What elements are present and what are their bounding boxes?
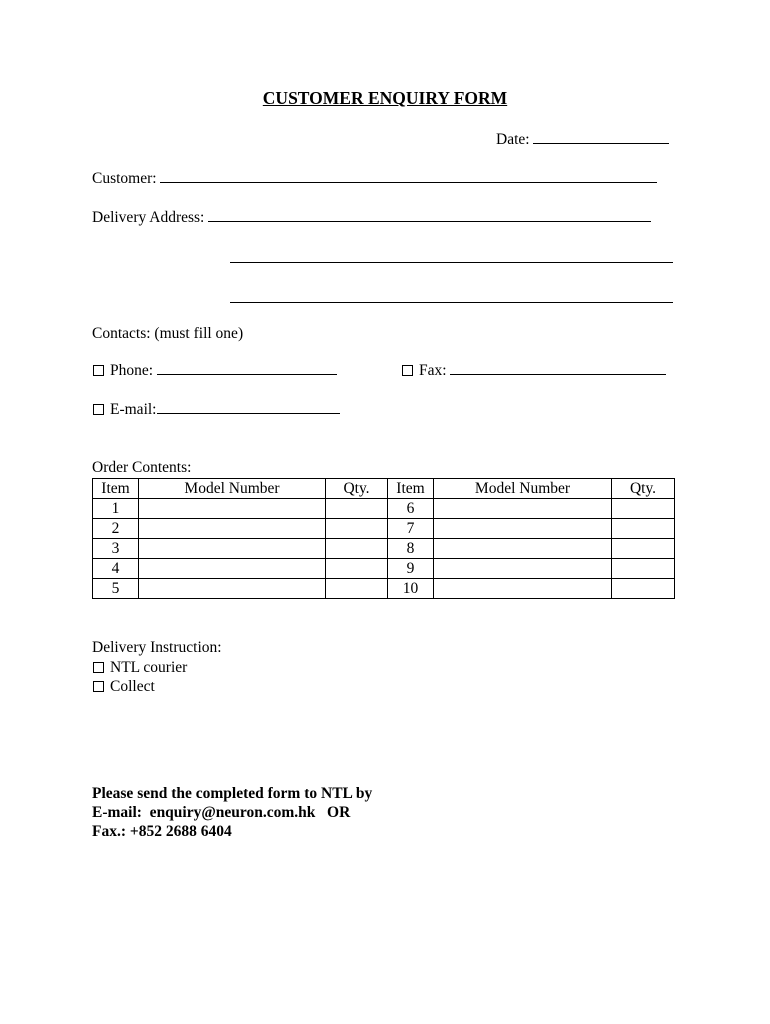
fax-field [402,361,666,380]
qty-cell[interactable] [612,499,675,519]
item-number: 9 [388,559,434,579]
delivery-instruction-label: Delivery Instruction: [92,639,222,656]
qty-cell[interactable] [326,579,388,599]
model-number-cell[interactable] [434,579,612,599]
header-model-right: Model Number [434,479,612,499]
date-field [496,130,669,149]
ntl-courier-checkbox[interactable] [93,662,104,673]
order-table-header [93,479,675,499]
qty-cell[interactable] [612,519,675,539]
email-input-line[interactable] [157,400,340,414]
qty-cell[interactable] [326,519,388,539]
header-model-left: Model Number [139,479,326,499]
model-number-cell[interactable] [139,559,326,579]
header-item-left: Item [93,479,139,499]
order-table [92,478,675,599]
model-number-cell[interactable] [139,579,326,599]
header-item-right: Item [388,479,434,499]
phone-field [93,361,337,380]
fax-input-line[interactable] [450,361,666,375]
order-contents-label: Order Contents: [92,459,192,476]
delivery-address-field [92,208,651,227]
qty-cell[interactable] [326,499,388,519]
table-row [93,559,675,579]
delivery-address-line-3[interactable] [230,288,673,303]
qty-cell[interactable] [612,579,675,599]
email-field [93,400,340,419]
delivery-option-collect [93,678,155,696]
delivery-address-label: Delivery Address: [92,209,205,226]
email-label: E-mail: [110,401,157,418]
email-checkbox[interactable] [93,404,104,415]
model-number-cell[interactable] [434,539,612,559]
header-qty-right: Qty. [612,479,675,499]
delivery-address-line-1[interactable] [208,208,651,222]
qty-cell[interactable] [612,539,675,559]
phone-label: Phone: [110,362,154,379]
fax-checkbox[interactable] [402,365,413,376]
contacts-label: Contacts: (must fill one) [92,325,244,342]
item-number: 4 [93,559,139,579]
customer-field [92,169,657,188]
delivery-address-line-2[interactable] [230,248,673,263]
item-number: 1 [93,499,139,519]
qty-cell[interactable] [612,559,675,579]
model-number-cell[interactable] [434,499,612,519]
item-number: 3 [93,539,139,559]
delivery-option-ntl-courier [93,659,187,677]
date-label: Date: [496,131,530,148]
model-number-cell[interactable] [139,499,326,519]
qty-cell[interactable] [326,559,388,579]
table-row [93,519,675,539]
form-title: CUSTOMER ENQUIRY FORM [262,88,508,108]
ntl-courier-label: NTL courier [110,659,188,676]
item-number: 8 [388,539,434,559]
footer-email: E-mail: enquiry@neuron.com.hk OR [92,804,351,821]
header-qty-left: Qty. [326,479,388,499]
fax-label: Fax: [419,362,447,379]
date-input-line[interactable] [533,130,669,144]
item-number: 10 [388,579,434,599]
model-number-cell[interactable] [434,559,612,579]
footer-fax: Fax.: +852 2688 6404 [92,823,232,840]
footer-instruction: Please send the completed form to NTL by [92,785,373,802]
model-number-cell[interactable] [139,519,326,539]
item-number: 5 [93,579,139,599]
table-row [93,579,675,599]
qty-cell[interactable] [326,539,388,559]
phone-checkbox[interactable] [93,365,104,376]
customer-input-line[interactable] [160,169,657,183]
item-number: 2 [93,519,139,539]
customer-label: Customer: [92,170,157,187]
table-row [93,539,675,559]
phone-input-line[interactable] [157,361,337,375]
item-number: 7 [388,519,434,539]
collect-checkbox[interactable] [93,681,104,692]
item-number: 6 [388,499,434,519]
table-row [93,499,675,519]
collect-label: Collect [110,678,155,695]
model-number-cell[interactable] [139,539,326,559]
model-number-cell[interactable] [434,519,612,539]
